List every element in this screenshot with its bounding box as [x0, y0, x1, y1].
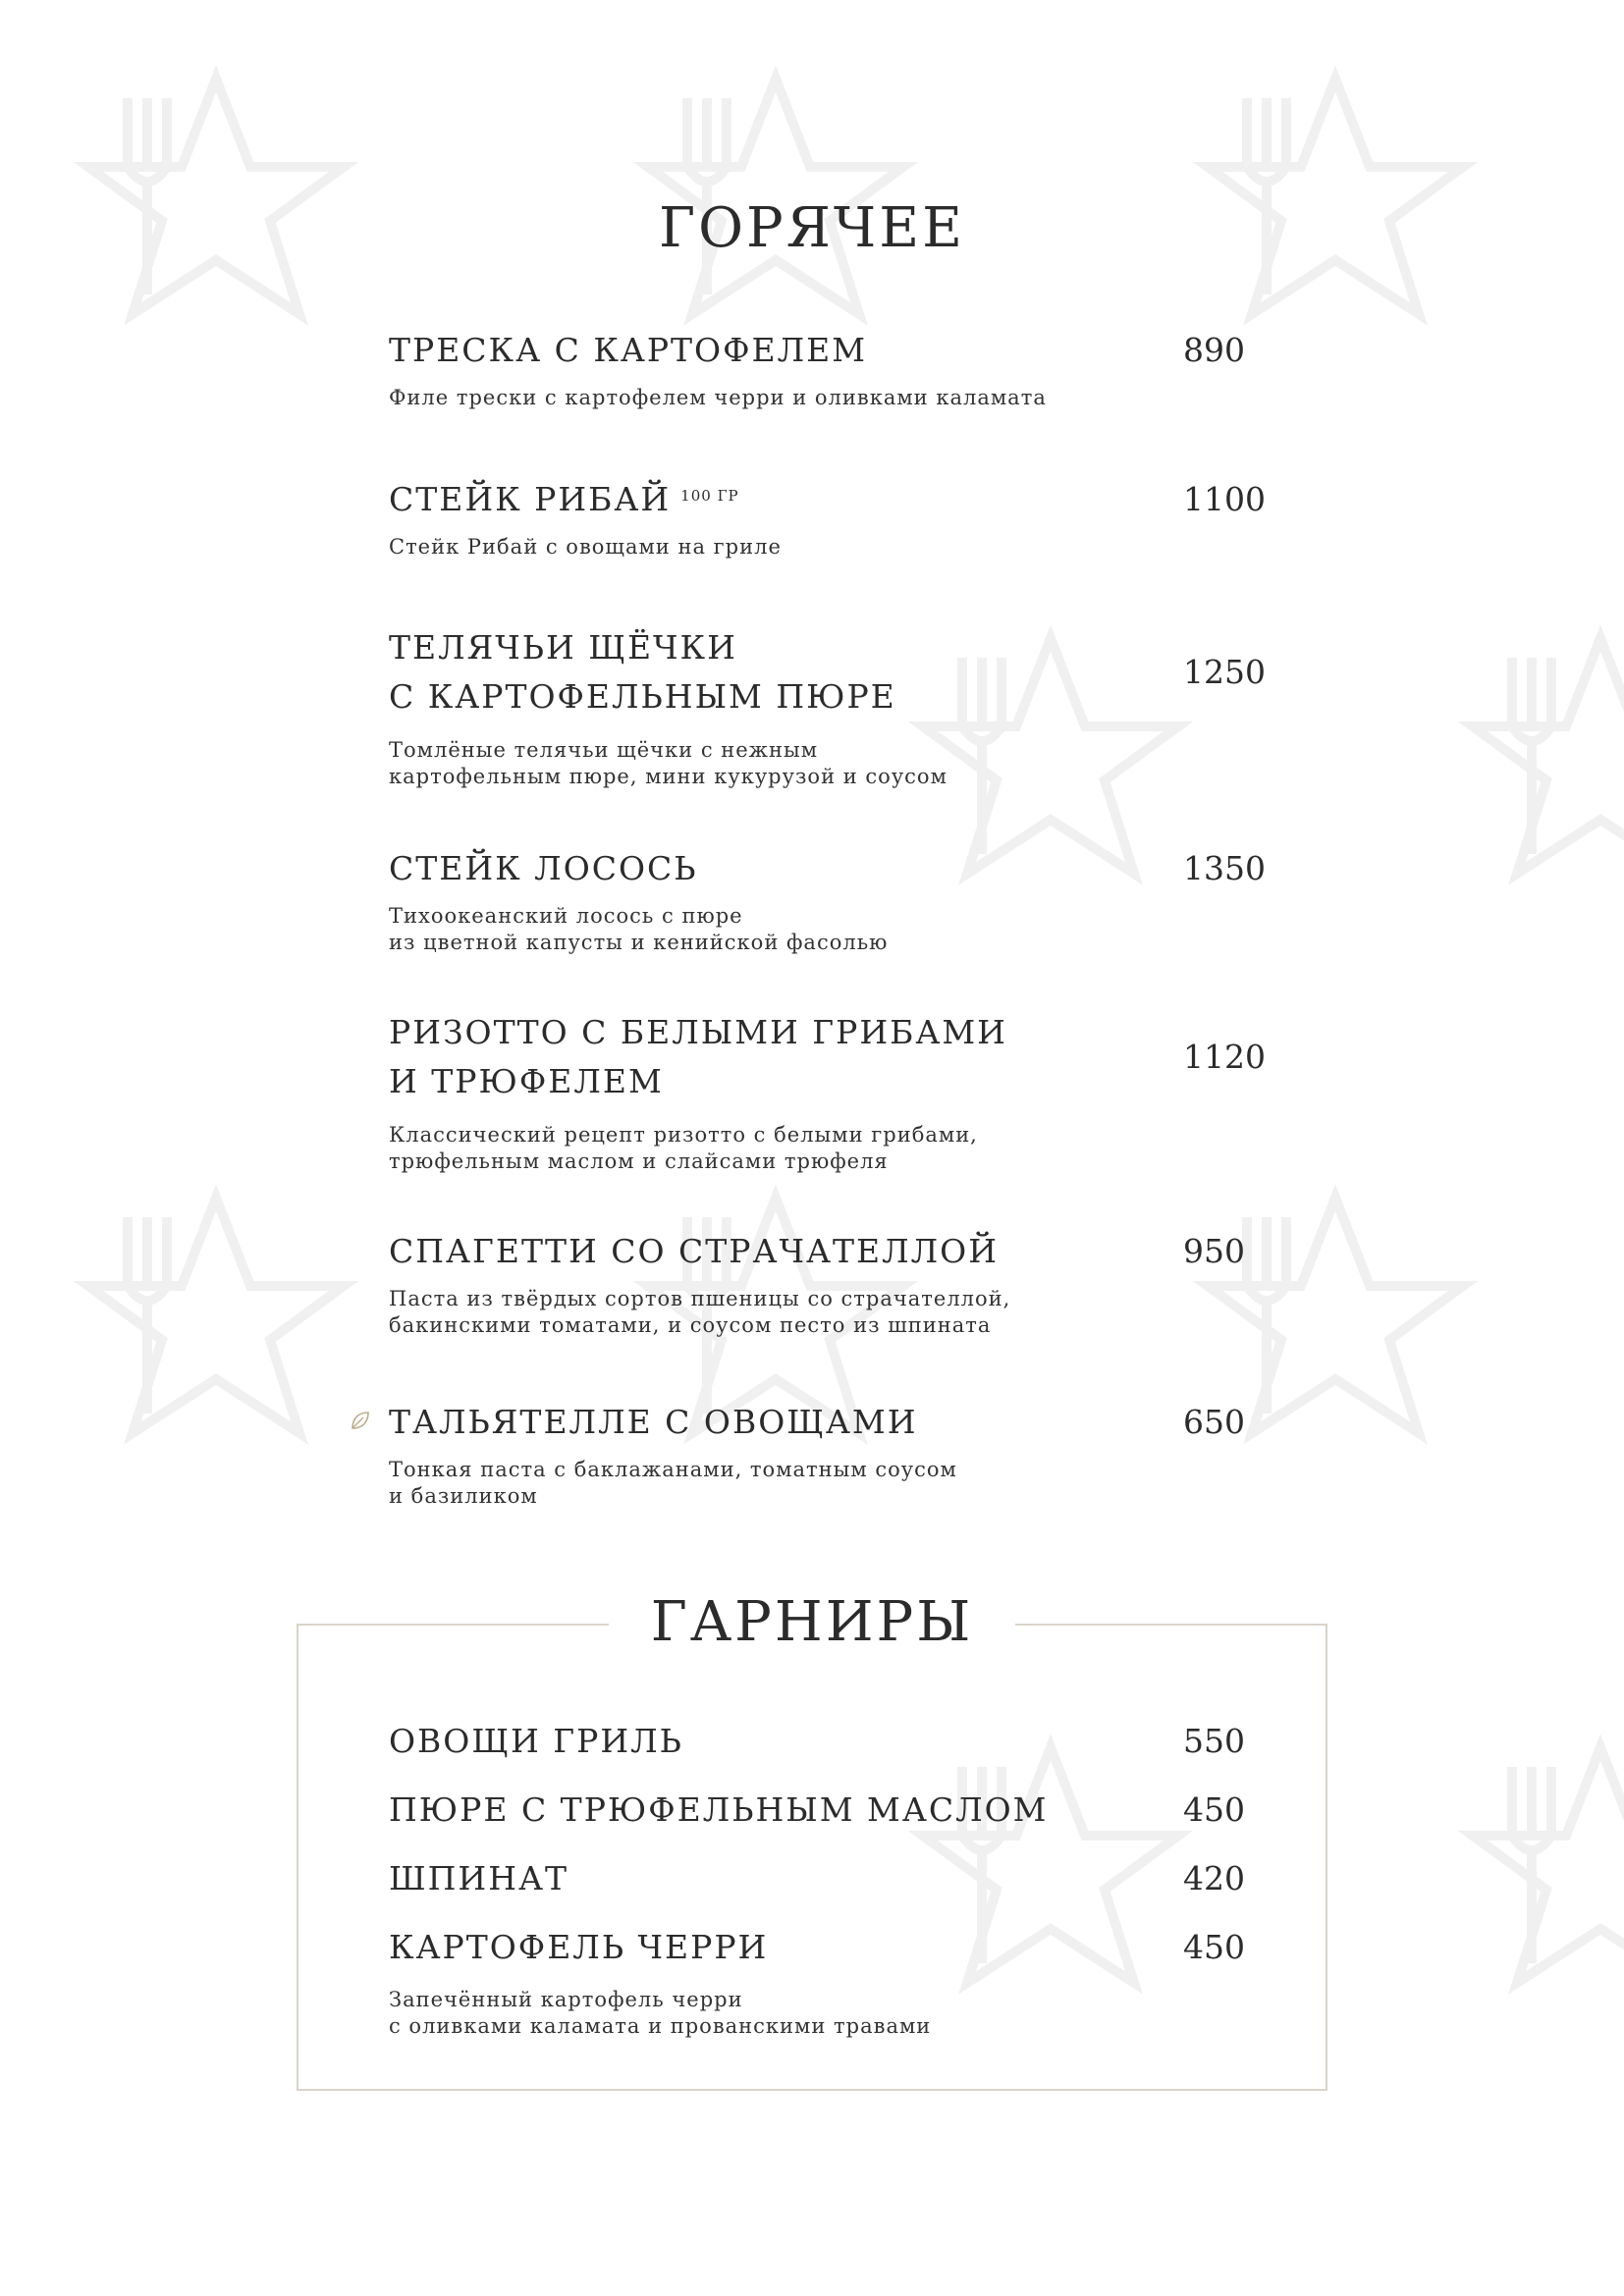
item-name: ТАЛЬЯТЕЛЛЕ С ОВОЩАМИ — [389, 1403, 918, 1441]
menu-item — [389, 1008, 1253, 1175]
section-title-sides: ГАРНИРЫ — [650, 1590, 974, 1654]
item-price: 950 — [1183, 1232, 1245, 1270]
item-name — [389, 475, 1253, 524]
item-name: ТРЕСКА С КАРТОФЕЛЕМ — [389, 331, 868, 369]
item-desc: Филе трески с картофелем черри и оливками каламата — [389, 386, 1047, 409]
side-item-price: 550 — [1183, 1722, 1245, 1760]
watermark-icon — [1453, 1728, 1624, 2022]
side-item-price: 420 — [1183, 1859, 1245, 1897]
menu-item — [389, 475, 1253, 561]
item-price: 650 — [1183, 1403, 1245, 1441]
side-item-price: 450 — [1183, 1928, 1245, 1966]
item-name: РИЗОТТО С БЕЛЫМИ ГРИБАМИ И ТРЮФЕЛЕМ — [389, 1013, 1007, 1100]
side-item-name: ШПИНАТ — [389, 1859, 568, 1897]
item-name: ТЕЛЯЧЬИ ЩЁЧКИ С КАРТОФЕЛЬНЫМ ПЮРЕ — [389, 628, 896, 716]
item-desc: Стейк Рибай с овощами на гриле — [389, 535, 782, 559]
side-item-name: ОВОЩИ ГРИЛЬ — [389, 1722, 683, 1760]
item-name: СПАГЕТТИ СО СТРАЧАТЕЛЛОЙ — [389, 1232, 1000, 1270]
menu-item — [389, 623, 1253, 790]
menu-item — [389, 1227, 1253, 1339]
menu-item — [389, 1398, 1253, 1510]
side-item-price: 450 — [1183, 1790, 1245, 1829]
item-price: 1350 — [1183, 849, 1266, 887]
item-note: 100 ГР — [680, 487, 739, 505]
watermark-icon — [1453, 618, 1624, 913]
menu-item — [389, 326, 1253, 411]
item-desc: Тихоокеанский лосось с пюре из цветной капусты и кенийской фасолью — [389, 904, 889, 954]
item-price: 1100 — [1183, 480, 1266, 518]
item-name-text: СТЕЙК РИБАЙ — [389, 480, 672, 518]
side-item-name: ПЮРЕ С ТРЮФЕЛЬНЫМ МАСЛОМ — [389, 1790, 1049, 1829]
item-name: СТЕЙК ЛОСОСЬ — [389, 849, 698, 887]
item-desc: Классический рецепт ризотто с белыми грибами, трюфельным маслом и слайсами трюфеля — [389, 1123, 978, 1173]
item-desc: Томлёные телячьи щёчки с нежным картофельным пюре, мини кукурузой и соусом — [389, 738, 947, 788]
side-item-name: КАРТОФЕЛЬ ЧЕРРИ — [389, 1928, 769, 1966]
item-desc: Паста из твёрдых сортов пшеницы со страчателлой, бакинскими томатами, и соусом песто из шпината — [389, 1287, 1011, 1337]
item-price: 890 — [1183, 331, 1245, 369]
item-desc: Тонкая паста с баклажанами, томатным соусом и базиликом — [389, 1458, 957, 1508]
item-price: 1250 — [1183, 653, 1266, 691]
menu-item — [389, 844, 1253, 956]
item-price: 1120 — [1183, 1038, 1266, 1076]
side-item-desc: Запечённый картофель черри с оливками каламата и прованскими травами — [389, 1988, 932, 2038]
section-title-hot: ГОРЯЧЕЕ — [659, 196, 965, 260]
leaf-icon — [350, 1410, 371, 1431]
watermark-icon — [69, 1178, 363, 1472]
